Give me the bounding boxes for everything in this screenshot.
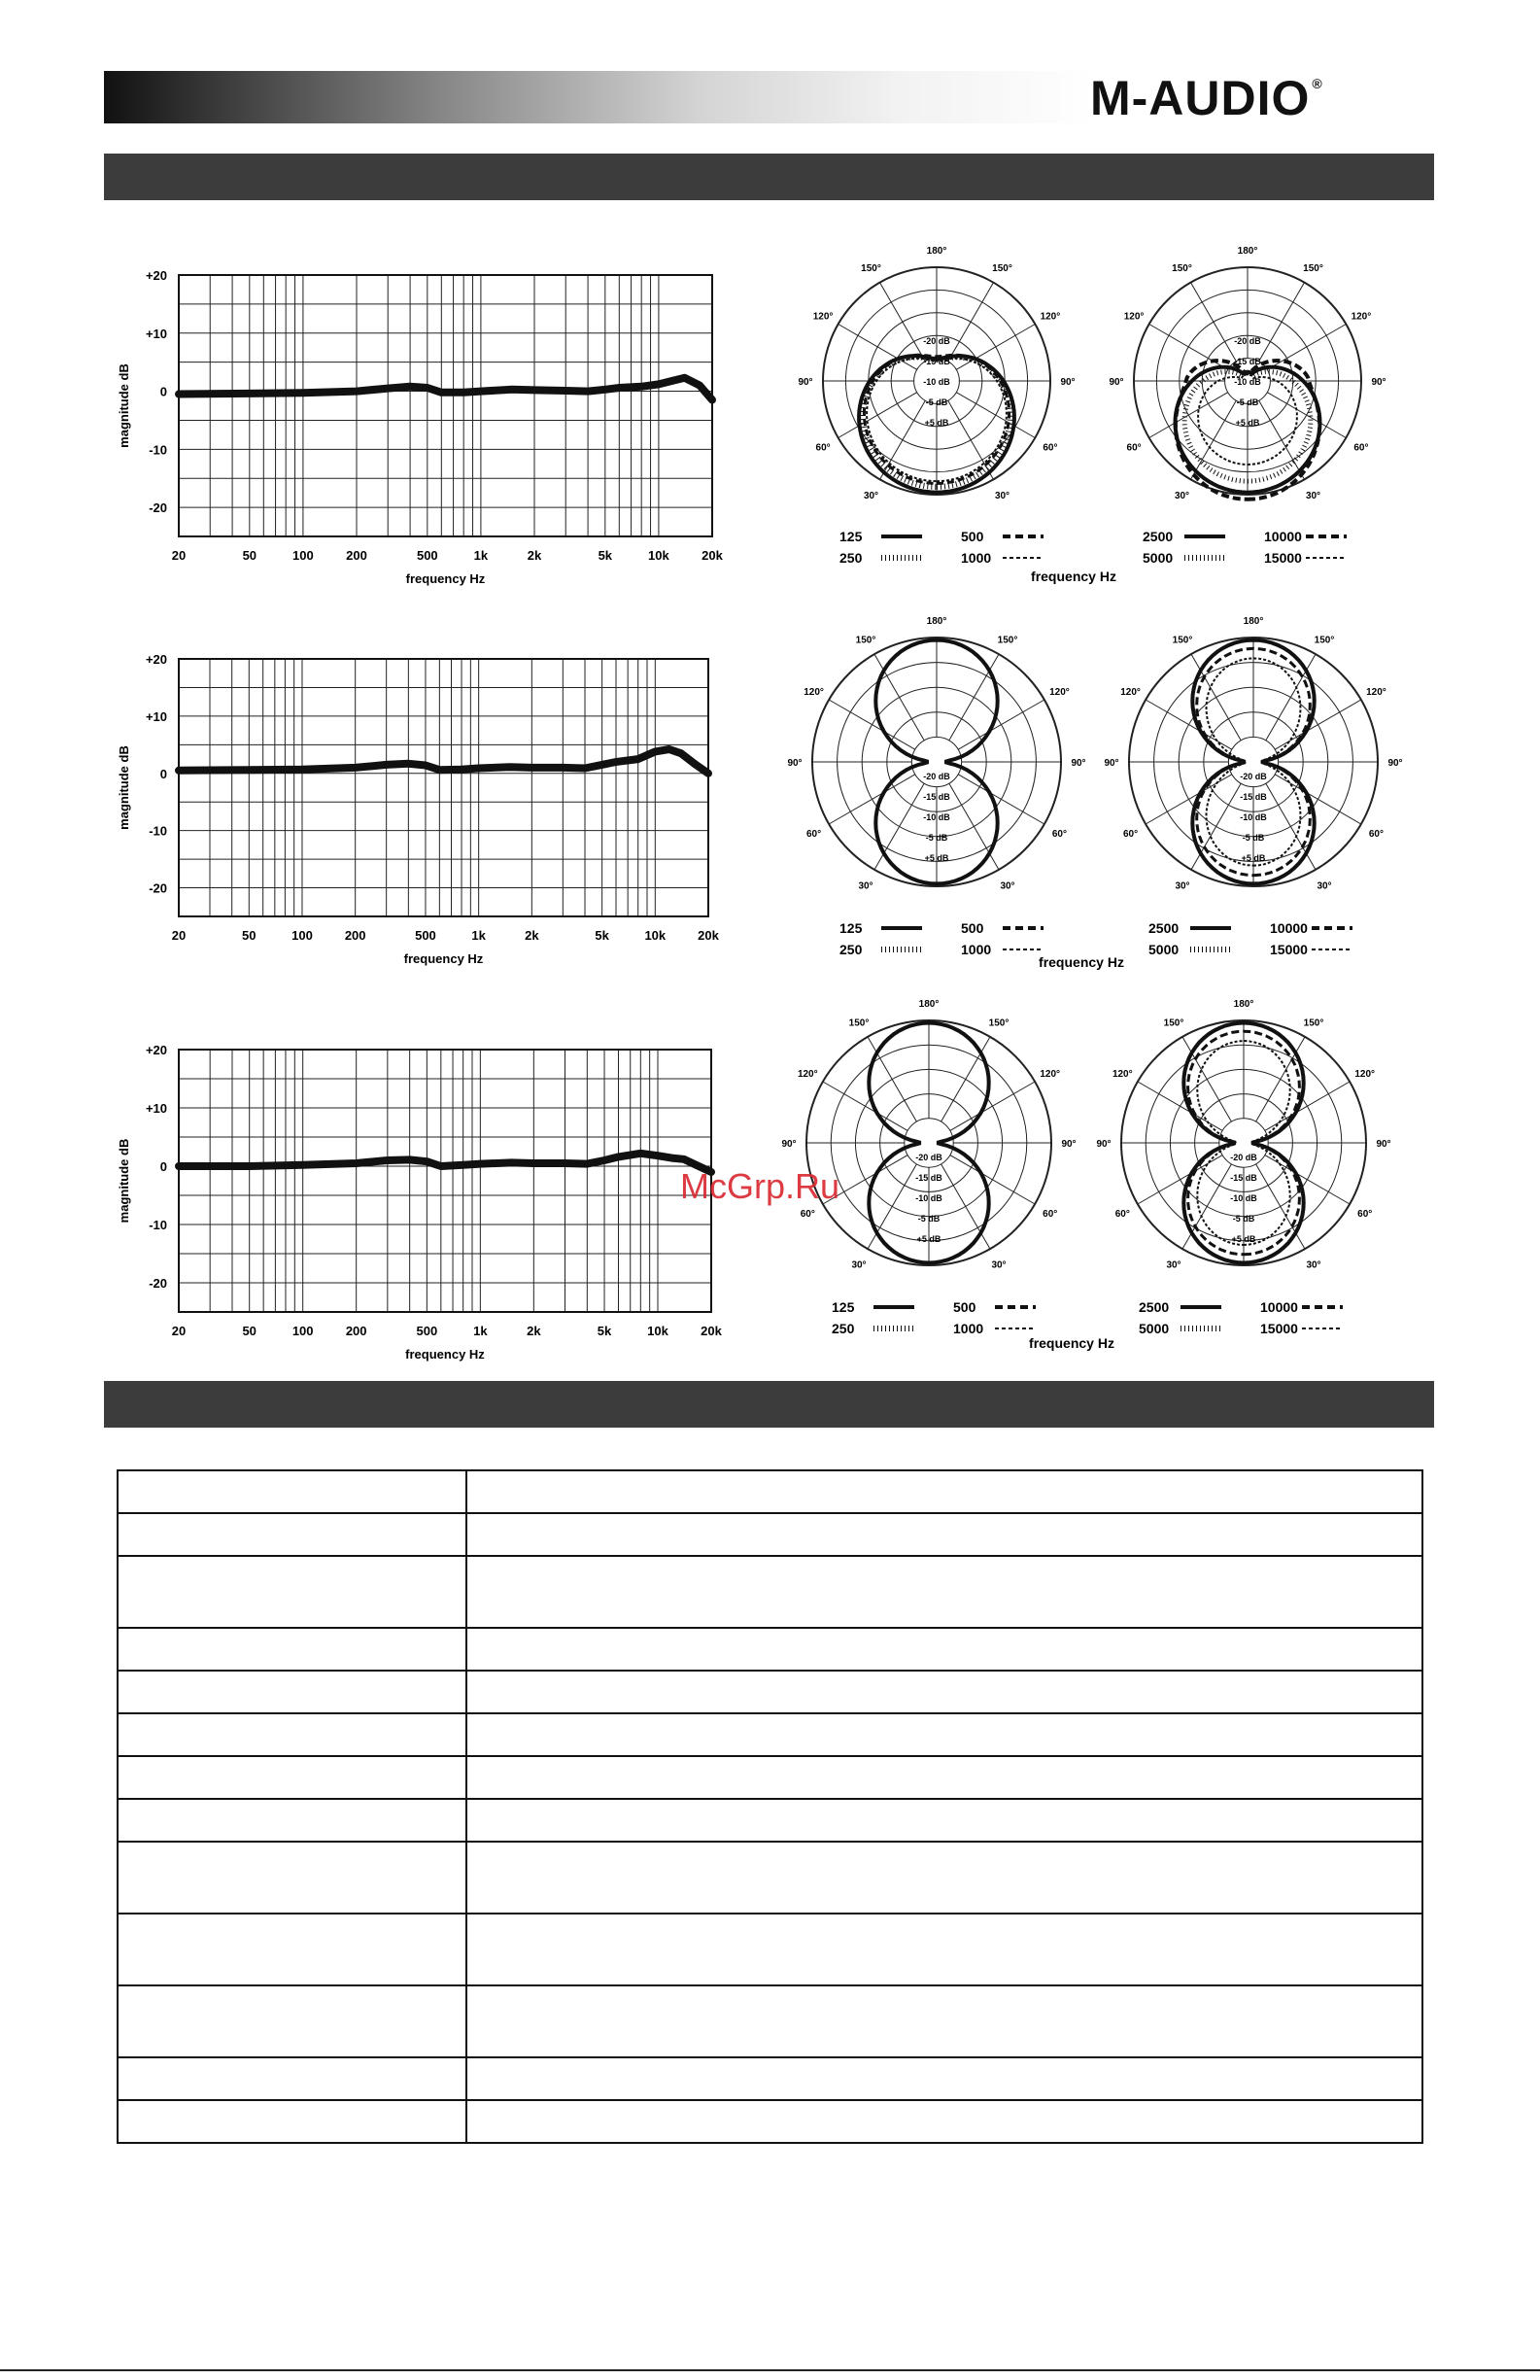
legend-label: 500 <box>953 1299 976 1315</box>
polar-angle-label: 150° <box>1314 635 1335 646</box>
frequency-response-charts <box>117 268 724 1362</box>
polar-angle-label: 180° <box>1237 246 1258 257</box>
polar-ring-label: +5 dB <box>1241 853 1266 863</box>
fr-chart-1 <box>117 268 724 586</box>
polar-angle-label: 150° <box>992 263 1012 275</box>
y-tick-label: -10 <box>149 442 167 458</box>
polar-ring-label: +5 dB <box>1235 418 1260 428</box>
spec-value <box>466 1556 1422 1628</box>
x-tick-label: 50 <box>242 548 257 563</box>
legend-label: 125 <box>839 920 863 936</box>
spec-row <box>118 1628 1422 1671</box>
polar-angle-label: 150° <box>997 635 1018 646</box>
spec-row <box>118 1713 1422 1756</box>
polar-spoke <box>1191 283 1237 362</box>
polar-angle-label: 60° <box>1043 442 1058 454</box>
polar-spoke <box>880 400 926 479</box>
polar-spoke <box>838 393 917 438</box>
spec-value <box>466 1470 1422 1513</box>
polar-spoke <box>1267 325 1346 370</box>
polar-angle-label: 60° <box>1368 829 1385 840</box>
legend-label: 5000 <box>1139 1321 1170 1336</box>
polar-spoke <box>1149 325 1228 370</box>
polar-ring-label: -20 dB <box>923 772 950 781</box>
polar-ring-label: -20 dB <box>1240 772 1267 781</box>
polar-angle-label: 90° <box>1371 377 1386 388</box>
plot-frame <box>179 659 708 916</box>
legend-label: 10000 <box>1260 1299 1298 1315</box>
polar-angle-label: 180° <box>926 616 947 627</box>
polar-ring-label: +5 dB <box>1231 1234 1256 1244</box>
polar-angle-label: 120° <box>1040 311 1061 323</box>
watermark: McGrp.Ru <box>680 1166 840 1206</box>
y-tick-label: +20 <box>145 652 167 667</box>
polar-angle-label: 60° <box>1043 1209 1058 1220</box>
spec-row <box>118 1914 1422 1985</box>
legend-label: 250 <box>832 1321 855 1336</box>
specifications-table <box>117 1469 1423 2144</box>
polar-caption: frequency Hz <box>1039 954 1124 970</box>
polar-angle-label: 30° <box>858 880 873 892</box>
spec-value <box>466 1842 1422 1914</box>
x-tick-label: 20 <box>171 1324 187 1338</box>
polar-caption: frequency Hz <box>1029 1335 1114 1351</box>
legend-label: 125 <box>832 1299 855 1315</box>
y-axis-label: magnitude dB <box>117 1138 131 1224</box>
polar-angle-label: 180° <box>1233 999 1254 1010</box>
legend-label: 5000 <box>1148 942 1180 957</box>
x-tick-label: 500 <box>416 548 438 563</box>
polar-ring-label: -10 dB <box>915 1193 942 1203</box>
polar-ring-label: -5 dB <box>1242 833 1265 843</box>
polar-angle-label: 180° <box>1243 616 1264 627</box>
logo-text: M-AUDIO <box>1090 71 1311 125</box>
y-axis-label: magnitude dB <box>117 363 131 448</box>
x-tick-label: 1k <box>473 1324 488 1338</box>
x-axis-label: frequency Hz <box>405 1347 485 1362</box>
polar-ring-label: -20 dB <box>1230 1153 1257 1162</box>
polar-spoke <box>1146 775 1232 824</box>
series-line <box>179 1154 711 1172</box>
polar-plot-row2-right <box>1104 616 1402 957</box>
polar-spoke <box>838 325 917 370</box>
spec-value <box>466 2057 1422 2100</box>
polar-angle-label: 30° <box>1305 490 1321 501</box>
y-tick-label: 0 <box>159 766 167 781</box>
polar-angle-label: 90° <box>1109 377 1124 388</box>
series-line <box>179 378 712 400</box>
polar-ring-label: -20 dB <box>1234 336 1261 346</box>
polar-angle-label: 30° <box>994 490 1010 501</box>
polar-plot-row1-left <box>798 246 1075 566</box>
y-tick-label: +20 <box>145 268 167 283</box>
spec-row <box>118 1756 1422 1799</box>
polar-angle-label: 90° <box>1096 1139 1112 1150</box>
polar-angle-label: 60° <box>1353 442 1369 454</box>
polar-angle-label: 120° <box>1112 1069 1133 1080</box>
polar-pattern-plots <box>781 246 1402 1351</box>
legend-label: 15000 <box>1270 942 1308 957</box>
x-axis-label: frequency Hz <box>403 951 484 966</box>
polar-angle-label: 120° <box>812 311 834 323</box>
spec-label <box>118 1713 466 1756</box>
polar-angle-label: 60° <box>1122 829 1139 840</box>
polar-angle-label: 120° <box>804 687 824 698</box>
spec-row <box>118 1985 1422 2057</box>
x-tick-label: 2k <box>527 1324 541 1338</box>
section-bar-specifications <box>104 1381 1434 1428</box>
polar-ring-label: -5 dB <box>925 833 948 843</box>
y-tick-label: -10 <box>149 823 167 839</box>
legend-label: 15000 <box>1260 1321 1298 1336</box>
polar-angle-label: 60° <box>800 1209 815 1220</box>
spec-value <box>466 1756 1422 1799</box>
polar-angle-label: 60° <box>1114 1209 1130 1220</box>
x-tick-label: 20k <box>701 1324 722 1338</box>
polar-angle-label: 30° <box>1317 880 1332 892</box>
polar-ring-label: -10 dB <box>923 377 950 387</box>
y-tick-label: 0 <box>159 1159 167 1174</box>
polar-angle-label: 120° <box>1123 311 1145 323</box>
polar-angle-label: 120° <box>1351 311 1372 323</box>
polar-angle-label: 150° <box>1172 635 1193 646</box>
legend-label: 5000 <box>1143 550 1174 566</box>
polar-angle-label: 180° <box>918 999 940 1010</box>
x-tick-label: 50 <box>242 928 257 943</box>
polar-spoke <box>948 283 994 362</box>
polar-angle-label: 30° <box>1000 880 1015 892</box>
polar-ring-label: -5 dB <box>1236 397 1259 407</box>
x-tick-label: 1k <box>473 548 489 563</box>
polar-angle-label: 30° <box>991 1259 1007 1271</box>
legend-label: 250 <box>839 942 863 957</box>
spec-label <box>118 1985 466 2057</box>
polar-ring-label: -15 dB <box>1240 792 1267 802</box>
polar-angle-label: 120° <box>1040 1069 1061 1080</box>
legend-label: 10000 <box>1270 920 1308 936</box>
legend-label: 125 <box>839 529 863 544</box>
polar-angle-label: 120° <box>1049 687 1070 698</box>
legend-label: 500 <box>961 920 984 936</box>
polar-angle-label: 60° <box>815 442 831 454</box>
y-tick-label: 0 <box>159 384 167 399</box>
y-tick-label: -20 <box>149 1276 167 1291</box>
x-tick-label: 20k <box>702 548 723 563</box>
spec-row <box>118 1799 1422 1842</box>
fr-chart-3 <box>117 1043 723 1362</box>
polar-spoke <box>950 1156 1035 1204</box>
polar-angle-label: 150° <box>988 1018 1010 1029</box>
x-tick-label: 100 <box>292 548 314 563</box>
spec-label <box>118 1756 466 1799</box>
x-tick-label: 2k <box>525 928 539 943</box>
polar-angle-label: 30° <box>851 1259 867 1271</box>
fr-chart-2 <box>117 652 720 966</box>
x-tick-label: 20 <box>171 928 187 943</box>
polar-angle-label: 60° <box>1126 442 1142 454</box>
polar-angle-label: 90° <box>1387 758 1403 769</box>
polar-angle-label: 150° <box>855 635 876 646</box>
polar-angle-label: 120° <box>1366 687 1386 698</box>
polar-angle-label: 180° <box>926 246 947 257</box>
legend-label: 10000 <box>1264 529 1302 544</box>
polar-angle-label: 150° <box>848 1018 870 1029</box>
spec-row <box>118 1513 1422 1556</box>
spec-label <box>118 1671 466 1713</box>
polar-angle-label: 120° <box>1354 1069 1376 1080</box>
spec-value <box>466 1513 1422 1556</box>
plot-frame <box>179 1050 711 1312</box>
y-tick-label: +10 <box>145 326 167 341</box>
spec-value <box>466 1914 1422 1985</box>
polar-spoke <box>956 325 1035 370</box>
polar-spoke <box>1265 1082 1350 1130</box>
polar-spoke <box>950 1082 1035 1130</box>
spec-value <box>466 1799 1422 1842</box>
y-tick-label: +10 <box>145 1101 167 1116</box>
polar-ring-label: -15 dB <box>923 792 950 802</box>
polar-angle-label: 150° <box>1303 263 1323 275</box>
polar-angle-label: 30° <box>1306 1259 1321 1271</box>
legend-label: 1000 <box>961 550 992 566</box>
polar-angle-label: 90° <box>787 758 803 769</box>
spec-row <box>118 1842 1422 1914</box>
plot-frame <box>179 275 712 536</box>
legend-label: 250 <box>839 550 863 566</box>
spec-row <box>118 1470 1422 1513</box>
x-tick-label: 20 <box>171 548 187 563</box>
polar-spoke <box>829 700 915 749</box>
series-line <box>179 749 708 774</box>
polar-ring-label: -15 dB <box>1234 357 1261 366</box>
registered-mark: ® <box>1312 76 1323 91</box>
polar-angle-label: 90° <box>1071 758 1086 769</box>
spec-label <box>118 1628 466 1671</box>
legend-label: 15000 <box>1264 550 1302 566</box>
polar-ring-label: -5 dB <box>917 1214 941 1224</box>
polar-ring-label: +5 dB <box>916 1234 941 1244</box>
x-tick-label: 20k <box>698 928 719 943</box>
x-tick-label: 200 <box>346 548 367 563</box>
polar-spoke <box>1265 1156 1350 1204</box>
y-axis-label: magnitude dB <box>117 745 131 830</box>
legend-label: 2500 <box>1148 920 1180 936</box>
legend-label: 1000 <box>961 942 992 957</box>
x-tick-label: 10k <box>648 548 669 563</box>
polar-ring-label: -10 dB <box>1240 812 1267 822</box>
polar-angle-label: 30° <box>1175 880 1190 892</box>
spec-label <box>118 1914 466 1985</box>
x-tick-label: 100 <box>291 928 313 943</box>
x-tick-label: 200 <box>345 1324 367 1338</box>
polar-spoke <box>1146 700 1232 749</box>
y-tick-label: -10 <box>149 1218 167 1232</box>
y-tick-label: -20 <box>149 500 167 516</box>
polar-ring-label: -15 dB <box>923 357 950 366</box>
polar-spoke <box>958 700 1044 749</box>
polar-angle-label: 120° <box>1120 687 1141 698</box>
x-tick-label: 500 <box>416 1324 438 1338</box>
x-tick-label: 10k <box>644 928 667 943</box>
polar-plot-row3-right <box>1096 999 1390 1336</box>
polar-spoke <box>829 775 915 824</box>
polar-angle-label: 150° <box>861 263 881 275</box>
spec-row <box>118 2100 1422 2143</box>
polar-angle-label: 90° <box>1061 1139 1077 1150</box>
legend-label: 2500 <box>1143 529 1174 544</box>
spec-label <box>118 1842 466 1914</box>
polar-plot-row1-right <box>1109 246 1386 566</box>
spec-label <box>118 1556 466 1628</box>
polar-ring-label: -5 dB <box>925 397 948 407</box>
spec-label <box>118 2057 466 2100</box>
spec-label <box>118 1513 466 1556</box>
polar-spoke <box>1149 393 1228 438</box>
polar-angle-label: 150° <box>1303 1018 1324 1029</box>
polar-plot-row2-left <box>787 616 1085 957</box>
y-tick-label: +10 <box>145 708 167 724</box>
y-tick-label: -20 <box>149 880 167 896</box>
polar-angle-label: 60° <box>1051 829 1068 840</box>
polar-angle-label: 90° <box>1376 1139 1391 1150</box>
polar-ring-label: -5 dB <box>1232 1214 1255 1224</box>
polar-angle-label: 30° <box>1166 1259 1181 1271</box>
polar-spoke <box>1267 393 1346 438</box>
spec-label <box>118 2100 466 2143</box>
polar-angle-label: 120° <box>797 1069 818 1080</box>
x-tick-label: 5k <box>598 548 613 563</box>
x-tick-label: 100 <box>291 1324 314 1338</box>
x-tick-label: 2k <box>527 548 542 563</box>
polar-caption: frequency Hz <box>1031 569 1116 584</box>
y-tick-label: +20 <box>145 1043 167 1057</box>
polar-spoke <box>1138 1082 1222 1130</box>
legend-label: 500 <box>961 529 984 544</box>
spec-row <box>118 2057 1422 2100</box>
spec-value <box>466 1671 1422 1713</box>
polar-ring-label: -15 dB <box>915 1173 942 1183</box>
polar-ring-label: -10 dB <box>1230 1193 1257 1203</box>
spec-row <box>118 1556 1422 1628</box>
polar-angle-label: 60° <box>1357 1209 1373 1220</box>
polar-angle-label: 30° <box>863 490 879 501</box>
x-tick-label: 5k <box>595 928 609 943</box>
spec-label <box>118 1799 466 1842</box>
spec-row <box>118 1671 1422 1713</box>
x-axis-label: frequency Hz <box>405 571 486 586</box>
spec-value <box>466 1985 1422 2057</box>
polar-ring-label: +5 dB <box>924 418 949 428</box>
polar-ring-label: -10 dB <box>1234 377 1261 387</box>
polar-ring-label: -10 dB <box>923 812 950 822</box>
polar-ring-label: +5 dB <box>924 853 949 863</box>
polar-angle-label: 60° <box>805 829 822 840</box>
polar-ring-label: -20 dB <box>923 336 950 346</box>
spec-value <box>466 1628 1422 1671</box>
x-tick-label: 1k <box>471 928 486 943</box>
x-tick-label: 5k <box>597 1324 612 1338</box>
polar-spoke <box>823 1082 907 1130</box>
polar-angle-label: 90° <box>798 377 813 388</box>
polar-ring-label: -20 dB <box>915 1153 942 1162</box>
polar-angle-label: 90° <box>781 1139 797 1150</box>
polar-angle-label: 150° <box>1163 1018 1184 1029</box>
polar-spoke <box>1259 283 1305 362</box>
spec-label <box>118 1470 466 1513</box>
polar-angle-label: 90° <box>1104 758 1119 769</box>
polar-angle-label: 90° <box>1060 377 1076 388</box>
spec-table-body <box>118 1470 1422 2143</box>
x-tick-label: 10k <box>647 1324 668 1338</box>
legend-label: 2500 <box>1139 1299 1170 1315</box>
polar-ring-label: -15 dB <box>1230 1173 1257 1183</box>
polar-spoke <box>956 393 1035 438</box>
legend-label: 1000 <box>953 1321 984 1336</box>
x-tick-label: 500 <box>415 928 436 943</box>
footer-rule <box>0 2369 1540 2371</box>
polar-angle-label: 150° <box>1172 263 1192 275</box>
x-tick-label: 200 <box>344 928 366 943</box>
spec-value <box>466 1713 1422 1756</box>
spec-value <box>466 2100 1422 2143</box>
x-tick-label: 50 <box>242 1324 257 1338</box>
polar-angle-label: 30° <box>1174 490 1190 501</box>
polar-spoke <box>880 283 926 362</box>
polar-spoke <box>958 775 1044 824</box>
